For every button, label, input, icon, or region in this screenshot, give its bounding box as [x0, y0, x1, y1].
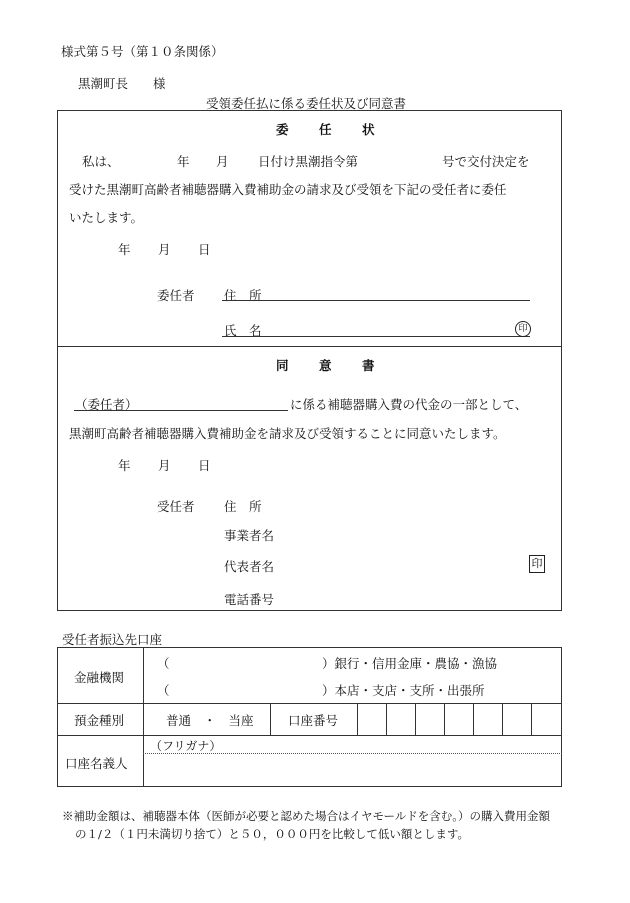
bank-section-title: 受任者振込先口座 — [62, 632, 163, 647]
consent-line2: 黒潮町高齢者補聴器購入費補助金を請求及び受領することに同意いたします。 — [69, 426, 506, 441]
footnote-line1: ※補助金額は、補聴器本体（医師が必要と認めた場合はイヤモールドを含む。）の購入費用金額 — [62, 809, 551, 823]
furigana-label: （フリガナ） — [150, 739, 222, 753]
delegatee-seal-mark: 印 — [529, 555, 545, 573]
institution-bank-types: ）銀行・信用金庫・農協・漁協 — [322, 656, 498, 671]
institution-paren-open-1: （ — [157, 656, 170, 671]
deposit-type-options[interactable]: 普通 ・ 当座 — [166, 713, 254, 728]
delegator-seal-mark: 印 — [515, 321, 531, 337]
delegatee-business-label: 事業者名 — [224, 528, 275, 543]
institution-name-field[interactable] — [170, 652, 318, 670]
form-number: 様式第５号（第１０条関係） — [61, 44, 224, 59]
footnote-line2: の１/２（１円未満切り捨て）と５０，０００円を比較して低い額とします。 — [75, 827, 469, 841]
delegatee-address-label: 住 所 — [224, 499, 262, 514]
document-title: 受領委任払に係る委任状及び同意書 — [206, 96, 407, 111]
poa-line1-suffix-b: 号で交付決定を — [442, 154, 530, 169]
deposit-divider — [270, 703, 271, 735]
delegator-label: 委任者 — [157, 288, 195, 303]
institution-label: 金融機関 — [74, 670, 125, 685]
bank-row-divider-2 — [57, 735, 562, 736]
deposit-type-label: 預金種別 — [74, 713, 125, 728]
account-number-field[interactable] — [358, 704, 561, 734]
poa-date-month: 月 — [158, 242, 171, 257]
delegator-address-label: 住 所 — [224, 288, 262, 303]
delegator-name-field[interactable] — [222, 321, 530, 337]
account-number-label: 口座番号 — [288, 713, 339, 728]
poa-line3: いたします。 — [69, 210, 144, 225]
power-of-attorney-heading: 委 任 状 — [276, 122, 384, 137]
delegatee-representative-label: 代表者名 — [224, 559, 275, 574]
consent-line1-suffix: に係る補聴器購入費の代金の一部として、 — [290, 397, 528, 412]
poa-date-year: 年 — [118, 242, 131, 257]
account-holder-label: 口座名義人 — [65, 756, 128, 771]
institution-paren-open-2: （ — [157, 683, 170, 698]
consent-date-month: 月 — [158, 458, 171, 473]
poa-line1-year: 年 — [177, 154, 190, 169]
institution-branch-types: ）本店・支店・支所・出張所 — [322, 683, 485, 698]
consent-heading: 同 意 書 — [276, 358, 384, 373]
consent-delegator-field[interactable] — [74, 395, 288, 411]
section-divider — [57, 346, 562, 347]
delegator-address-field[interactable] — [222, 286, 530, 301]
consent-date-year: 年 — [118, 458, 131, 473]
account-holder-field[interactable] — [144, 754, 561, 786]
delegatee-label: 受任者 — [157, 499, 195, 514]
poa-date-day: 日 — [198, 242, 211, 257]
addressee: 黒潮町長 様 — [78, 76, 166, 91]
delegator-name-label: 氏 名 — [224, 323, 262, 338]
poa-line2: 受けた黒潮町高齢者補聴器購入費補助金の請求及び受領を下記の受任者に委任 — [69, 182, 507, 197]
consent-delegator-paren: （委任者） — [75, 397, 138, 412]
consent-date-day: 日 — [198, 458, 211, 473]
poa-line1-prefix: 私は、 — [82, 154, 120, 169]
poa-line1-suffix-a: 日付け黒潮指令第 — [258, 154, 359, 169]
poa-line1-month: 月 — [216, 154, 229, 169]
branch-name-field[interactable] — [170, 679, 318, 697]
delegatee-phone-label: 電話番号 — [224, 592, 275, 607]
